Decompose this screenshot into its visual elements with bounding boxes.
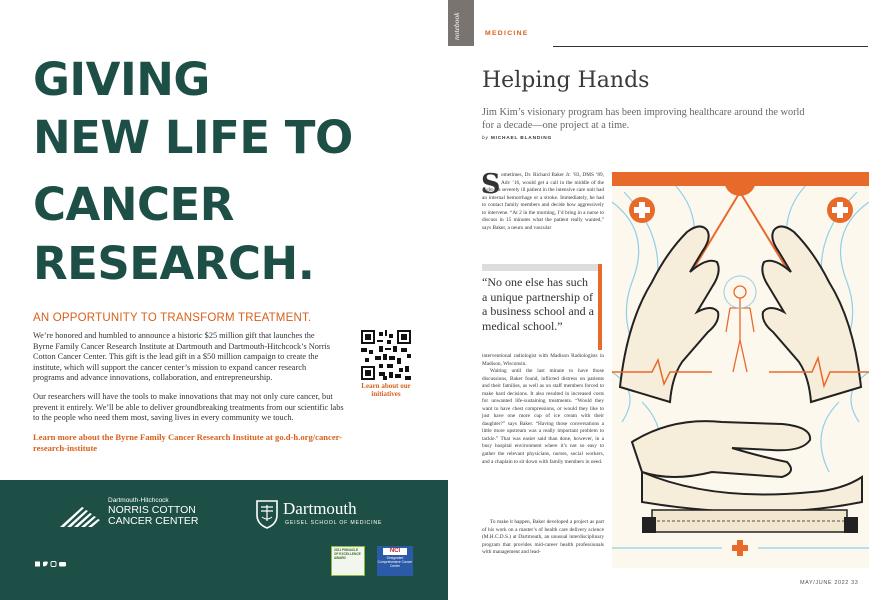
nci-badge <box>377 546 413 576</box>
pinnacle-award-text: 2021 PINNACLE OF EXCELLENCE AWARD <box>334 548 361 560</box>
section-rule <box>553 46 868 47</box>
ad-subheading: AN OPPORTUNITY TO TRANSFORM TREATMENT. <box>33 312 312 324</box>
nci-logo: NCI <box>383 548 407 555</box>
ncc-name-line-1: NORRIS COTTON <box>108 504 196 516</box>
headline-line-1: GIVING <box>33 53 210 106</box>
qr-block[interactable] <box>357 330 415 398</box>
headline-line-2: NEW LIFE TO <box>33 111 353 164</box>
ad-paragraph-1: We’re honored and humbled to announce a historic $25 million gift that launches the Byrne Family Cancer Research Institute at Dartmouth and Dartmouth-Hitchcock’s Norris Cotton Cancer Center. This gift is the lead gift in a $50 million campaign to create the institute, which will support the cancer center’s mission to expand cancer research programs and advance innovations, collaboration, and entrepreneurship. <box>33 331 330 383</box>
norris-cotton-wing-icon <box>58 505 104 529</box>
byline-author: MICHAEL BLANDING <box>490 136 553 141</box>
body-text-3: Waiting until the last minute to have those discussions, Baker found, inflicted distress on patients and their families, as well as on staff members forced to make hard decisions. It also resulted in increased costs for unwanted life-sustaining treatments. “Would they want to have chest compressions, or would they like to just have one more cup of ice cream with their daughter?” says Baker. “Having those conversations a little more upstream was a really important problem to tackle.” That was easier said than done, however, in a busy hospital environment where it’s not so easy to gather the relevant physicians, nurses, social workers, and a chaplain to sit down with family members in need. <box>482 368 604 465</box>
body-text-2: interventional radiologist with Madison Radiologists in Madison, Wisconsin. <box>482 353 604 367</box>
body-text-1 <box>481 169 604 260</box>
dartmouth-geisel-logo <box>255 499 425 533</box>
ncc-parent-name: Dartmouth-Hitchcock <box>108 497 169 504</box>
body-text-1-content: ometimes, Dr. Richard Baker Jr. ’83, DMS ’89, Adv ’16, would get a call in the middle of the night—a severely ill patient in the intensive care unit had an internal hemorrhage or a stroke. Immediately, he had to contact family members and decide how aggressively to intervene. “At 2 in the morning, I’d bring in a nurse to discuss in 15 minutes what the patient really wanted,” says Baker, a neuro and vascular <box>482 172 604 231</box>
headline-line-3: CANCER <box>33 178 234 231</box>
pull-quote-accent <box>598 264 602 350</box>
social-icons <box>35 561 67 567</box>
nci-designation: Designated Comprehensive Cancer Center <box>377 556 413 568</box>
section-tab <box>448 0 474 46</box>
qr-code-icon[interactable] <box>361 330 411 380</box>
section-label: MEDICINE <box>485 30 529 37</box>
page-folio: MAY/JUNE 2022 33 <box>800 580 859 586</box>
twitter-icon[interactable] <box>43 562 48 567</box>
body-text-4: To make it happen, Baker developed a project as part of his work on a master’s of health care delivery science (M.H.C.D.S.) at Dartmouth, an unusual interdisciplinary program that provides mid-career health professionals with management and lead- <box>482 519 604 556</box>
pull-quote-bar <box>482 264 600 271</box>
article-title: Helping Hands <box>482 68 650 93</box>
instagram-icon[interactable] <box>51 562 56 567</box>
ncc-name-line-2: CANCER CENTER <box>108 515 199 527</box>
dartmouth-shield-icon <box>255 499 279 529</box>
norris-cotton-logo <box>58 497 238 537</box>
pull-quote: “No one else has such a unique partnership of a business school and a medical school.” <box>482 275 594 333</box>
section-tab-label: notebook <box>452 12 461 40</box>
ad-link[interactable]: Learn more about the Byrne Family Cancer Research Institute at go.d-h.org/cancer-research-institute <box>33 432 343 453</box>
geisel-school-name: GEISEL SCHOOL OF MEDICINE <box>285 520 383 526</box>
ad-paragraph-2: Our researchers will have the tools to make innovations that may not only cure cancer, but prevent it entirely. We’ll be able to deliver groundbreaking treatments from our scientific labs to the people who need them most, saving lives in every community we touch. <box>33 392 344 423</box>
byline-prefix: by <box>482 136 489 141</box>
pinnacle-award-badge <box>331 546 365 576</box>
qr-caption: Learn about our initiatives <box>361 382 411 398</box>
medical-cross-icon <box>629 197 655 223</box>
youtube-icon[interactable] <box>59 562 66 567</box>
article-deck: Jim Kim’s visionary program has been improving healthcare around the world for a decade—one project at a time. <box>482 107 805 131</box>
hands-illustration <box>612 172 869 568</box>
headline-line-4: RESEARCH. <box>33 237 315 290</box>
article-byline <box>482 136 552 141</box>
dartmouth-wordmark: Dartmouth <box>283 499 357 518</box>
drop-cap: S <box>481 169 501 200</box>
facebook-icon[interactable] <box>35 562 40 567</box>
